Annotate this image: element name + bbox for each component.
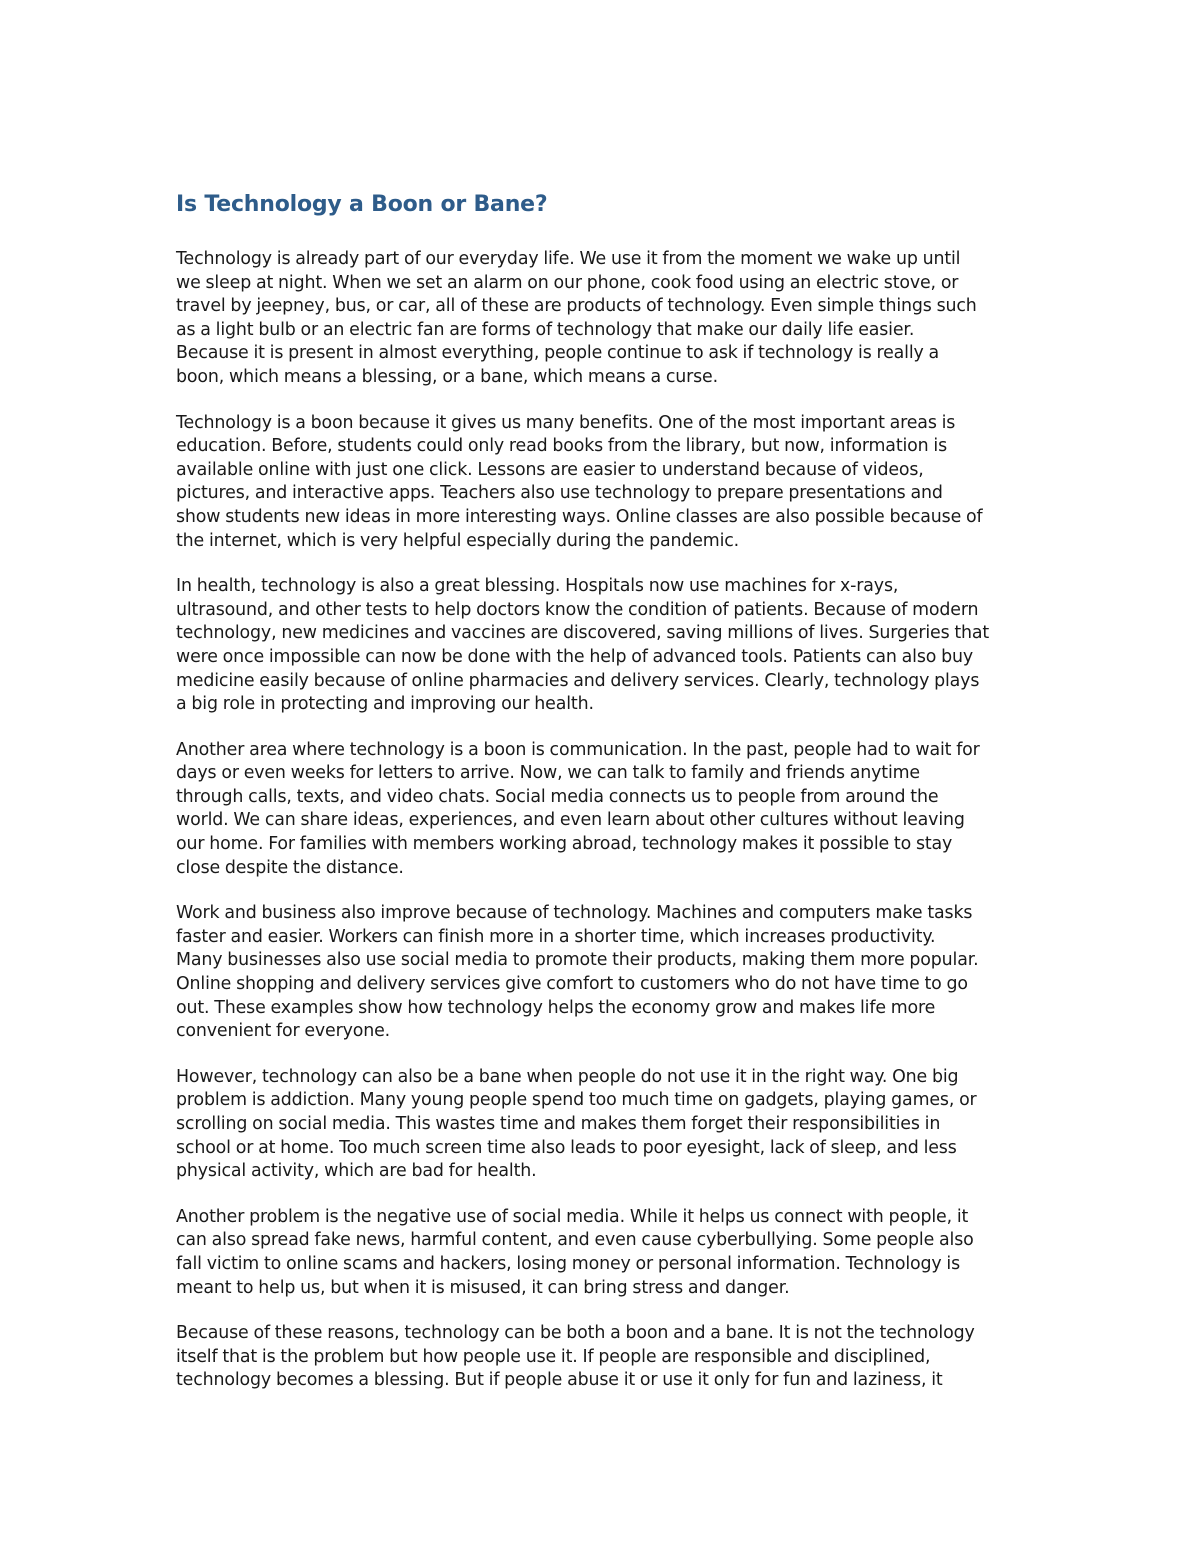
text-line: school or at home. Too much screen time also leads to poor eyesight, lack of sleep, and less — [176, 1137, 957, 1158]
text-line: Because of these reasons, technology can be both a boon and a bane. It is not the technology — [176, 1323, 975, 1344]
text-line: problem is addiction. Many young people spend too much time on gadgets, playing games, or — [176, 1090, 977, 1111]
text-line: In health, technology is also a great blessing. Hospitals now use machines for x-rays, — [176, 576, 899, 597]
text-line: boon, which means a blessing, or a bane, which means a curse. — [176, 366, 718, 387]
text-line: technology becomes a blessing. But if people abuse it or use it only for fun and laziness, it — [176, 1370, 943, 1391]
paragraph-addiction — [176, 1066, 1036, 1184]
text-line: technology, new medicines and vaccines are discovered, saving millions of lives. Surgeries that — [176, 623, 990, 644]
text-line: through calls, texts, and video chats. Social media connects us to people from around the — [176, 786, 939, 807]
text-line: were once impossible can now be done with the help of advanced tools. Patients can also buy — [176, 646, 974, 667]
text-line: However, technology can also be a bane when people do not use it in the right way. One big — [176, 1066, 959, 1087]
text-line: days or even weeks for letters to arrive. Now, we can talk to family and friends anytime — [176, 763, 920, 784]
text-line: a big role in protecting and improving our health. — [176, 694, 594, 715]
text-line: Many businesses also use social media to promote their products, making them more popular. — [176, 950, 979, 971]
text-line: pictures, and interactive apps. Teachers also use technology to prepare presentations and — [176, 483, 943, 504]
text-line: education. Before, students could only read books from the library, but now, information is — [176, 436, 947, 457]
text-line: available online with just one click. Lessons are easier to understand because of videos, — [176, 459, 924, 480]
paragraph-health — [176, 575, 1036, 717]
text-line: the internet, which is very helpful especially during the pandemic. — [176, 530, 740, 551]
text-line: medicine easily because of online pharmacies and delivery services. Clearly, technology plays — [176, 670, 980, 691]
text-line: ultrasound, and other tests to help doctors know the condition of patients. Because of modern — [176, 599, 979, 620]
paragraph-education — [176, 412, 1036, 554]
paragraph-social-media — [176, 1206, 1036, 1300]
text-line: Work and business also improve because of technology. Machines and computers make tasks — [176, 903, 973, 924]
text-line: Because it is present in almost everything, people continue to ask if technology is really a — [176, 343, 940, 364]
text-line: convenient for everyone. — [176, 1021, 390, 1042]
text-line: Online shopping and delivery services give comfort to customers who do not have time to go — [176, 974, 968, 995]
paragraph-communication — [176, 739, 1036, 881]
text-line: as a light bulb or an electric fan are forms of technology that make our daily life easier. — [176, 319, 915, 340]
document-title: Is Technology a Boon or Bane? — [176, 192, 548, 217]
text-line: meant to help us, but when it is misused, it can bring stress and danger. — [176, 1277, 790, 1298]
text-line: Technology is already part of our everyday life. We use it from the moment we wake up until — [176, 249, 961, 269]
text-line: scrolling on social media. This wastes time and makes them forget their responsibilities in — [176, 1114, 941, 1134]
text-line: show students new ideas in more interesting ways. Online classes are also possible because of — [176, 506, 983, 527]
text-line: can also spread fake news, harmful content, and even cause cyberbullying. Some people also — [176, 1230, 974, 1251]
text-line: world. We can share ideas, experiences, and even learn about other cultures without leaving — [176, 810, 965, 831]
text-line: Another problem is the negative use of social media. While it helps us connect with people, it — [176, 1206, 969, 1227]
text-line: faster and easier. Workers can finish more in a shorter time, which increases productivity. — [176, 926, 936, 947]
text-line: physical activity, which are bad for health. — [176, 1161, 537, 1182]
text-line: fall victim to online scams and hackers, losing money or personal information. Technology is — [176, 1253, 961, 1274]
text-line: close despite the distance. — [176, 857, 404, 878]
paragraph-work-business — [176, 902, 1036, 1044]
text-line: itself that is the problem but how people use it. If people are responsible and disciplined, — [176, 1346, 931, 1367]
text-line: we sleep at night. When we set an alarm on our phone, cook food using an electric stove, or — [176, 272, 959, 293]
text-line: travel by jeepney, bus, or car, all of these are products of technology. Even simple things such — [176, 296, 977, 317]
text-line: Another area where technology is a boon is communication. In the past, people had to wait for — [176, 739, 980, 760]
paragraph-intro — [176, 248, 1036, 390]
text-line: Technology is a boon because it gives us many benefits. One of the most important areas is — [176, 412, 956, 433]
document-body — [176, 188, 1036, 1415]
paragraph-conclusion — [176, 1322, 1036, 1393]
text-line: our home. For families with members working abroad, technology makes it possible to stay — [176, 834, 953, 855]
text-line: out. These examples show how technology helps the economy grow and makes life more — [176, 997, 936, 1018]
